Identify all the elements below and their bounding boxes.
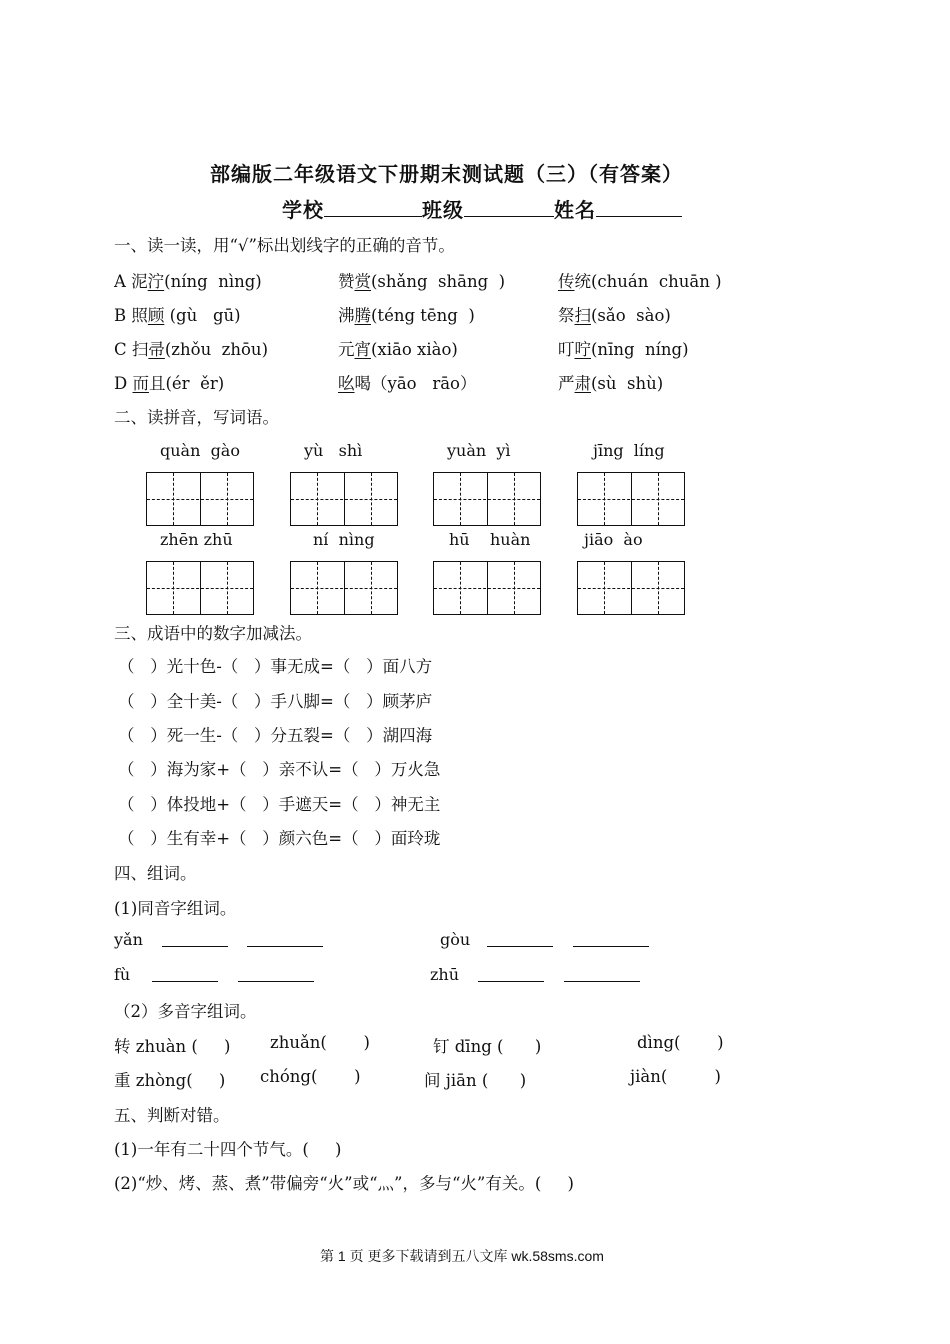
- polyphone-item[interactable]: zhuǎn( ): [270, 1033, 370, 1052]
- underlined-character: 顾: [147, 306, 165, 325]
- subsection-homophone: (1)同音字组词。: [114, 899, 237, 918]
- word-character: 扫: [131, 340, 149, 359]
- pronunciation-item[interactable]: [558, 370, 663, 394]
- page-title: 部编版二年级语文下册期末测试题（三）（有答案）: [210, 162, 683, 186]
- pronunciation-item[interactable]: [114, 370, 224, 394]
- word-character: 严: [558, 374, 575, 393]
- pronunciation-item[interactable]: [338, 370, 477, 394]
- pronunciation-item[interactable]: [558, 336, 689, 360]
- name-blank[interactable]: [596, 198, 682, 217]
- class-label: 班级: [422, 198, 464, 222]
- idiom-row[interactable]: （ ）光十色-（ ）事无成=（ ）面八方: [118, 657, 433, 676]
- writing-grid[interactable]: [433, 561, 541, 615]
- pinyin-options[interactable]: (sù shù): [591, 374, 664, 393]
- answer-blank[interactable]: [564, 965, 640, 982]
- idiom-row[interactable]: （ ）死一生-（ ）分五裂=（ ）湖四海: [118, 726, 433, 745]
- pronunciation-item[interactable]: [338, 336, 458, 360]
- word-character: 祭: [558, 306, 575, 325]
- word-character: 元: [338, 340, 355, 359]
- writing-grid[interactable]: [433, 472, 541, 526]
- item-letter: B: [114, 306, 132, 325]
- section-2-heading: 二、读拼音，写词语。: [114, 408, 279, 427]
- pinyin-label: yuàn yì: [447, 441, 511, 460]
- section-1-heading: 一、读一读，用“√”标出划线字的正确的音节。: [114, 236, 455, 255]
- homophone-pinyin: fù: [114, 965, 131, 984]
- underlined-character: 赏: [354, 272, 371, 291]
- polyphone-item[interactable]: 间 jiān ( ): [424, 1071, 527, 1090]
- section-4-heading: 四、组词。: [114, 864, 197, 883]
- item-letter: D: [114, 374, 133, 393]
- polyphone-item[interactable]: 转 zhuàn ( ): [114, 1037, 231, 1056]
- answer-blank[interactable]: [573, 930, 649, 947]
- polyphone-item[interactable]: jiàn( ): [630, 1067, 721, 1086]
- pinyin-label: ní nìng: [313, 530, 375, 549]
- idiom-row[interactable]: （ ）全十美-（ ）手八脚=（ ）顾茅庐: [118, 692, 433, 711]
- answer-blank[interactable]: [478, 965, 544, 982]
- idiom-row[interactable]: （ ）体投地+（ ）手遮天=（ ）神无主: [118, 795, 441, 814]
- underlined-character: 腾: [354, 306, 371, 325]
- underlined-character: 肃: [574, 374, 591, 393]
- answer-blank[interactable]: [487, 930, 553, 947]
- pinyin-options[interactable]: (zhǒu zhōu): [164, 340, 268, 359]
- pronunciation-item[interactable]: [558, 302, 671, 326]
- homophone-item: [430, 965, 459, 984]
- homophone-pinyin: yǎn: [114, 930, 143, 949]
- pinyin-label: yù shì: [304, 441, 363, 460]
- pinyin-options[interactable]: (níng nìng): [164, 272, 262, 291]
- pinyin-label: jiāo ào: [584, 530, 643, 549]
- underlined-character: 咛: [574, 340, 591, 359]
- underlined-character: 扫: [574, 306, 591, 325]
- word-character: 沸: [338, 306, 355, 325]
- pinyin-label: jīng líng: [593, 441, 665, 460]
- pinyin-options[interactable]: (nīng níng): [591, 340, 689, 359]
- pinyin-options[interactable]: (gù gū): [164, 306, 241, 325]
- underlined-character: 传: [558, 272, 575, 291]
- pronunciation-item[interactable]: [114, 302, 241, 326]
- answer-blank[interactable]: [247, 930, 323, 947]
- word-character: 喝: [354, 374, 371, 393]
- word-character: 照: [131, 306, 148, 325]
- idiom-row[interactable]: （ ）海为家+（ ）亲不认=（ ）万火急: [118, 760, 441, 779]
- writing-grid[interactable]: [577, 472, 685, 526]
- name-label: 姓名: [554, 198, 596, 222]
- pinyin-options[interactable]: (shǎng shāng ): [371, 272, 506, 291]
- school-label: 学校: [282, 198, 324, 222]
- pinyin-options[interactable]: (chuán chuān ): [591, 272, 722, 291]
- answer-blank[interactable]: [238, 965, 314, 982]
- underlined-character: 帚: [148, 340, 165, 359]
- underlined-character: 吆: [338, 374, 355, 393]
- pronunciation-item[interactable]: [338, 268, 505, 292]
- underlined-character: 宵: [354, 340, 371, 359]
- polyphone-item[interactable]: chóng( ): [260, 1067, 361, 1086]
- word-character: 赞: [338, 272, 355, 291]
- writing-grid[interactable]: [290, 472, 398, 526]
- writing-grid[interactable]: [290, 561, 398, 615]
- student-info-line: [282, 194, 682, 223]
- section-5-heading: 五、判断对错。: [114, 1106, 230, 1125]
- answer-blank[interactable]: [162, 930, 228, 947]
- pinyin-options[interactable]: (téng tēng ): [371, 306, 475, 325]
- writing-grid[interactable]: [146, 561, 254, 615]
- word-character: 泥: [131, 272, 148, 291]
- pinyin-label: hū huàn: [449, 530, 531, 549]
- underlined-character: 而: [132, 374, 149, 393]
- school-blank[interactable]: [324, 198, 422, 217]
- judge-question-2[interactable]: (2)“炒、烤、蒸、煮”带偏旁“火”或“灬”，多与“火”有关。( ): [114, 1174, 574, 1193]
- homophone-pinyin: zhū: [430, 965, 460, 984]
- word-character: 叮: [558, 340, 575, 359]
- homophone-item: [114, 965, 130, 984]
- pinyin-options[interactable]: (ér ěr): [165, 374, 225, 393]
- pronunciation-item[interactable]: [558, 268, 722, 292]
- page-footer: 第 1 页 更多下载请到五八文库 wk.58sms.com: [320, 1248, 604, 1264]
- class-blank[interactable]: [464, 198, 554, 217]
- homophone-item: [114, 930, 143, 949]
- writing-grid[interactable]: [577, 561, 685, 615]
- pinyin-options[interactable]: (xiāo xiào): [371, 340, 458, 359]
- word-character: 统: [574, 272, 591, 291]
- writing-grid[interactable]: [146, 472, 254, 526]
- judge-question-1[interactable]: (1)一年有二十四个节气。( ): [114, 1140, 342, 1159]
- answer-blank[interactable]: [152, 965, 218, 982]
- homophone-item: [440, 930, 470, 949]
- polyphone-item[interactable]: 钉 dīng ( ): [433, 1037, 542, 1056]
- word-character: 且: [148, 374, 166, 393]
- idiom-row[interactable]: （ ）生有幸+（ ）颜六色=（ ）面玲珑: [118, 829, 441, 848]
- homophone-pinyin: gòu: [440, 930, 471, 949]
- pronunciation-item[interactable]: [114, 336, 268, 360]
- pinyin-label: zhēn zhū: [160, 530, 233, 549]
- pronunciation-item[interactable]: [114, 268, 262, 292]
- subsection-polyphone: （2）多音字组词。: [114, 1002, 257, 1021]
- section-3-heading: 三、成语中的数字加减法。: [114, 624, 312, 643]
- pinyin-options[interactable]: （yāo rāo）: [371, 374, 477, 393]
- item-letter: A: [114, 272, 132, 291]
- pronunciation-item[interactable]: [338, 302, 475, 326]
- item-letter: C: [114, 340, 132, 359]
- polyphone-item[interactable]: dìng( ): [637, 1033, 724, 1052]
- pinyin-options[interactable]: (sǎo sào): [591, 306, 671, 325]
- pinyin-label: quàn gào: [160, 441, 240, 460]
- polyphone-item[interactable]: 重 zhòng( ): [114, 1071, 226, 1090]
- underlined-character: 泞: [147, 272, 165, 291]
